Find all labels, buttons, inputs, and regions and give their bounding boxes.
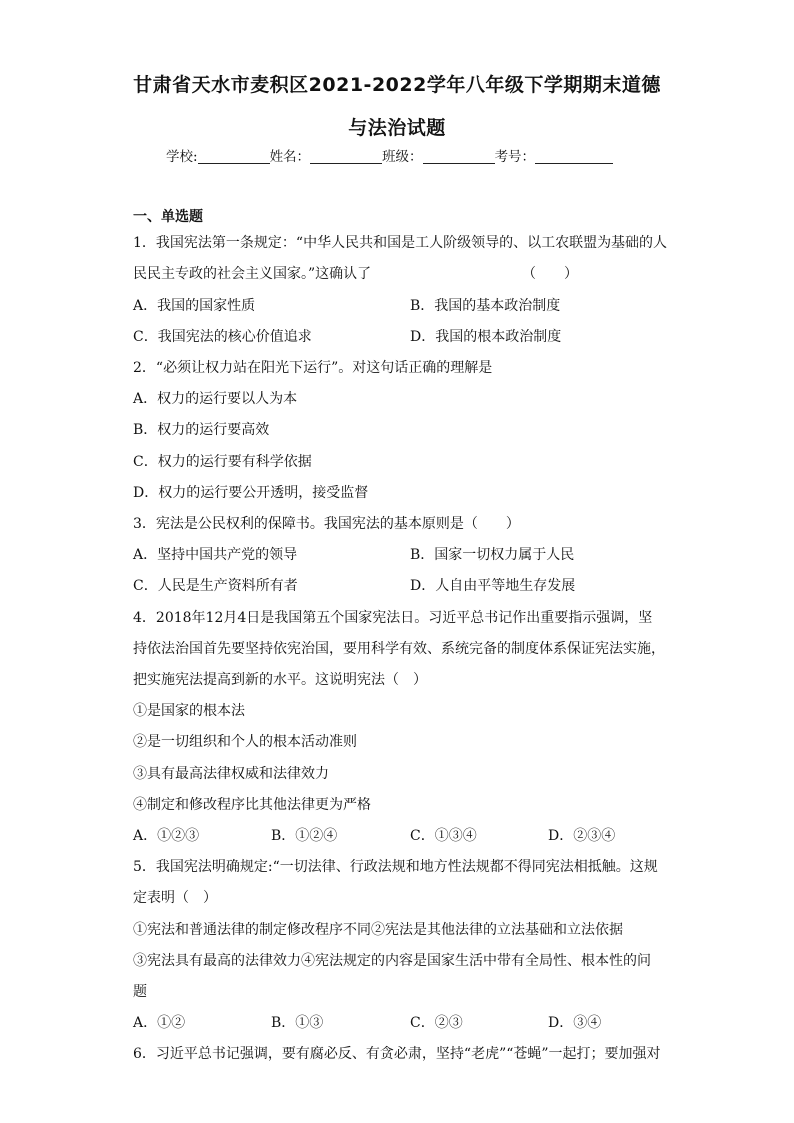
- q2-option-a: A．权力的运行要以人为本: [133, 391, 298, 407]
- q4-statement-2: ②是一切组织和个人的根本活动准则: [133, 734, 357, 750]
- q1-option-a: A．我国的国家性质: [133, 298, 256, 314]
- q4-statement-1: ①是国家的根本法: [133, 703, 245, 719]
- name-blank: [310, 149, 382, 164]
- q1-stem-line2: 民民主专政的社会主义国家。”这确认了: [133, 266, 372, 282]
- q1-option-c: C．我国宪法的核心价值追求: [133, 329, 312, 345]
- school-label: 学校:: [166, 149, 198, 165]
- section-heading-single-choice: 一、单选题: [133, 209, 203, 225]
- q5-stem-line2: 定表明（ ）: [133, 890, 217, 906]
- q5-option-d: D．③④: [548, 1015, 602, 1031]
- class-blank: [423, 149, 495, 164]
- q5-statements-3-4-cont: 题: [133, 984, 147, 1000]
- q5-option-a: A．①②: [133, 1015, 186, 1031]
- q1-stem-line1: 1．我国宪法第一条规定：“中华人民共和国是工人阶级领导的、以工农联盟为基础的人: [133, 235, 668, 251]
- q4-option-d: D．②③④: [548, 828, 616, 844]
- q5-option-c: C．②③: [410, 1015, 463, 1031]
- exam-title-line2: 与法治试题: [348, 117, 446, 139]
- q1-option-d: D．我国的根本政治制度: [410, 329, 562, 345]
- q4-statement-4: ④制定和修改程序比其他法律更为严格: [133, 797, 371, 813]
- student-info-line: [166, 145, 613, 165]
- name-label: 姓名：: [269, 149, 311, 165]
- q3-option-a: A．坚持中国共产党的领导: [133, 547, 298, 563]
- q4-option-b: B．①②④: [271, 828, 338, 844]
- q4-stem-line1: 4．2018年12月4日是我国第五个国家宪法日。习近平总书记作出重要指示强调，坚: [133, 610, 653, 626]
- q5-statements-1-2: ①宪法和普通法律的制定修改程序不同②宪法是其他法律的立法基础和立法依据: [133, 922, 623, 938]
- q5-stem-line1: 5．我国宪法明确规定:“一切法律、行政法规和地方性法规都不得同宪法相抵触。这规: [133, 859, 658, 875]
- q4-option-c: C．①③④: [410, 828, 477, 844]
- number-label: 考号：: [494, 149, 536, 165]
- q2-option-c: C．权力的运行要有科学依据: [133, 454, 312, 470]
- q6-stem-line1: 6．习近平总书记强调，要有腐必反、有贪必肃，坚持“老虎”“苍蝇”一起打；要加强对: [133, 1046, 661, 1062]
- school-blank: [198, 149, 270, 164]
- q5-option-b: B．①③: [271, 1015, 324, 1031]
- q2-option-b: B．权力的运行要高效: [133, 422, 270, 438]
- q1-answer-paren: （ ）: [522, 266, 578, 282]
- number-blank: [535, 149, 613, 164]
- q1-option-b: B．我国的基本政治制度: [410, 298, 561, 314]
- q2-option-d: D．权力的运行要公开透明，接受监督: [133, 485, 369, 501]
- q5-statements-3-4: ③宪法具有最高的法律效力④宪法规定的内容是国家生活中带有全局性、根本性的问: [133, 953, 651, 969]
- q4-statement-3: ③具有最高法律权威和法律效力: [133, 766, 329, 782]
- q3-option-b: B．国家一切权力属于人民: [410, 547, 575, 563]
- q2-stem: 2．“必须让权力站在阳光下运行”。对这句话正确的理解是: [133, 360, 493, 376]
- q3-option-d: D．人自由平等地生存发展: [410, 578, 576, 594]
- q3-stem: 3．宪法是公民权利的保障书。我国宪法的基本原则是（ ）: [133, 516, 520, 532]
- q4-stem-line3: 把实施宪法提高到新的水平。这说明宪法（ ）: [133, 672, 427, 688]
- class-label: 班级：: [382, 149, 423, 165]
- q3-option-c: C．人民是生产资料所有者: [133, 578, 298, 594]
- q4-option-a: A．①②③: [133, 828, 200, 844]
- exam-title-line1: 甘肃省天水市麦积区2021-2022学年八年级下学期期末道德: [133, 74, 661, 96]
- q4-stem-line2: 持依法治国首先要坚持依宪治国，要用科学有效、系统完备的制度体系保证宪法实施，: [133, 641, 665, 657]
